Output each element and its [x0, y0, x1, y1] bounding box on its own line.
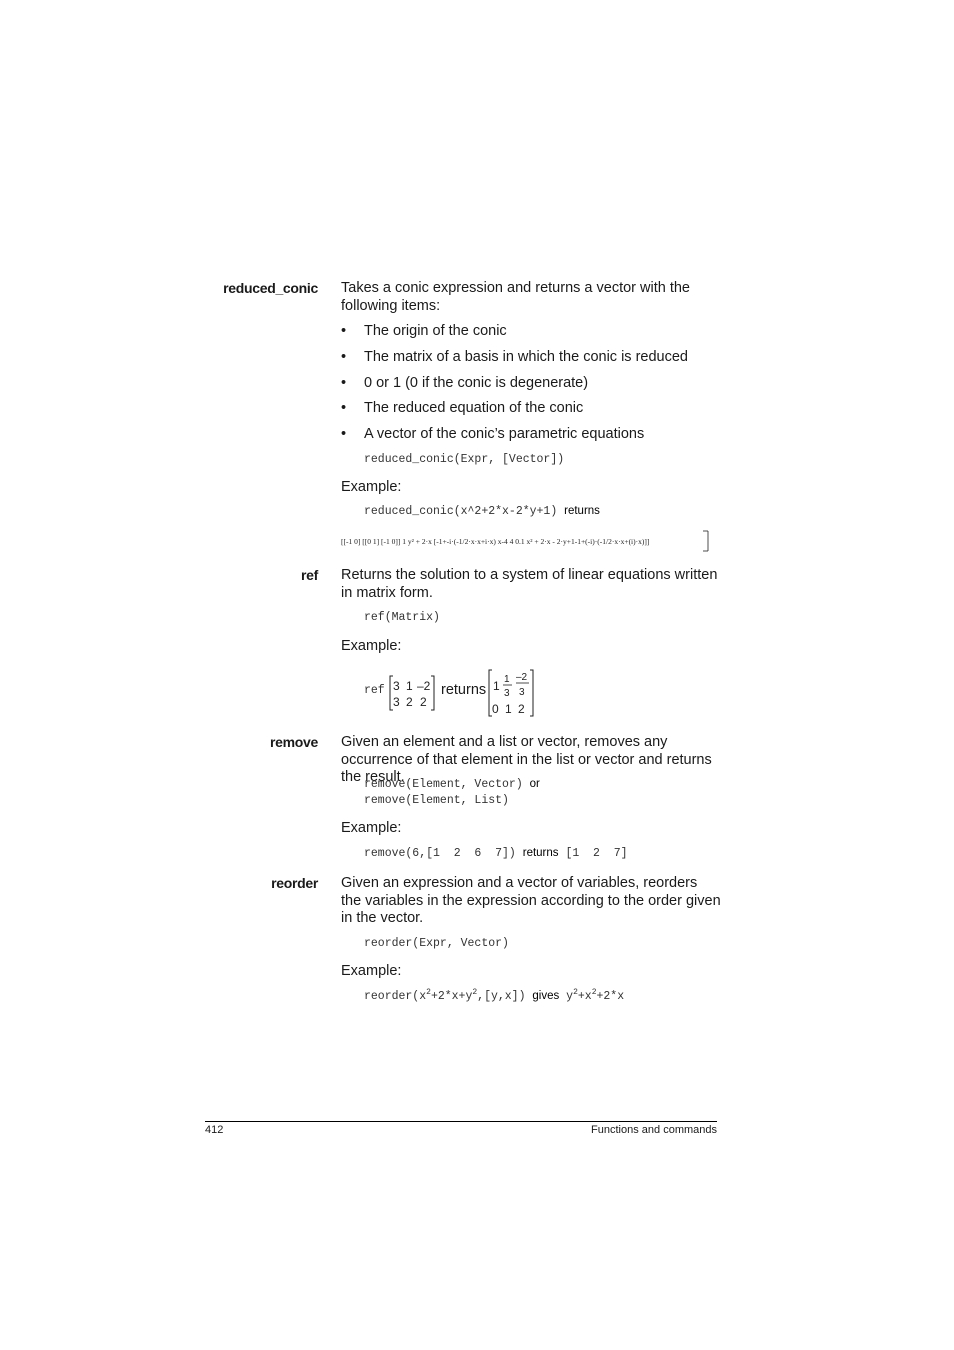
remove-syntax-vector: remove(Element, Vector) or	[364, 778, 540, 791]
example-label: Example:	[341, 638, 402, 654]
matrix-cell: 1	[493, 679, 500, 693]
remove-example: remove(6,[1 2 6 7]) returns [1 2 7]	[364, 847, 628, 860]
reduced-conic-description: Takes a conic expression and returns a vector with the following items:	[341, 280, 690, 314]
matrix-cell: 0	[492, 702, 499, 716]
term-reorder: reorder	[271, 875, 318, 891]
page-number: 412	[205, 1124, 224, 1136]
ref-example-prefix: ref	[364, 684, 385, 697]
ref-returns-word: returns	[441, 682, 487, 698]
matrix-cell: 2	[406, 695, 413, 709]
svg-text:1: 1	[504, 674, 510, 685]
reorder-description: Given an expression and a vector of variables, reorders the variables in the expression according to the order given in the vector.	[341, 875, 721, 926]
footer-section-title: Functions and commands	[591, 1124, 717, 1136]
example-label: Example:	[341, 963, 402, 979]
example-label: Example:	[341, 479, 402, 495]
matrix-cell: 3	[393, 679, 400, 693]
reorder-example: $reorder(x^2+2*x+y^2,[y,x])$ gives $y^2+x^2+2*x$	[364, 988, 625, 1003]
ref-syntax: ref(Matrix)	[364, 611, 440, 624]
matrix-cell: 2	[420, 695, 427, 709]
reduced-conic-example: reduced_conic(x^2+2*x-2*y+1) returns	[364, 505, 600, 518]
remove-description: Given an element and a list or vector, removes any occurrence of that element in the list or vector and returns the result.	[341, 734, 712, 785]
svg-text:–2: –2	[516, 672, 528, 683]
term-reduced-conic: reduced_conic	[223, 280, 318, 296]
ref-output-matrix	[488, 668, 534, 718]
example-label: Example:	[341, 820, 402, 836]
matrix-cell: 1	[406, 679, 413, 693]
matrix-cell: 3	[393, 695, 400, 709]
reduced-conic-result-text: [[-1 0] [[0 1] [-1 0]] 1 y² + 2·x [-1+-i·(-1/2·x·x+i·x) x-4 4 0.1 x² + 2·x - 2·y+1-1+(-i)·(-1/2·x·x+(i)·x)]]	[341, 537, 650, 546]
term-ref: ref	[301, 567, 318, 583]
svg-text:3: 3	[519, 687, 525, 698]
svg-text:3: 3	[504, 688, 510, 699]
footer-rule	[205, 1121, 717, 1122]
ref-description: Returns the solution to a system of linear equations written in matrix form.	[341, 567, 718, 601]
reorder-syntax: reorder(Expr, Vector)	[364, 937, 509, 950]
term-remove: remove	[269, 734, 318, 750]
matrix-cell: –2	[417, 679, 431, 693]
matrix-cell: 2	[518, 702, 525, 716]
remove-syntax-list: remove(Element, List)	[364, 794, 509, 807]
reduced-conic-result-formula	[341, 528, 713, 554]
matrix-cell: 1	[505, 702, 512, 716]
ref-input-matrix	[389, 674, 435, 712]
reduced-conic-syntax: reduced_conic(Expr, [Vector])	[364, 453, 565, 466]
